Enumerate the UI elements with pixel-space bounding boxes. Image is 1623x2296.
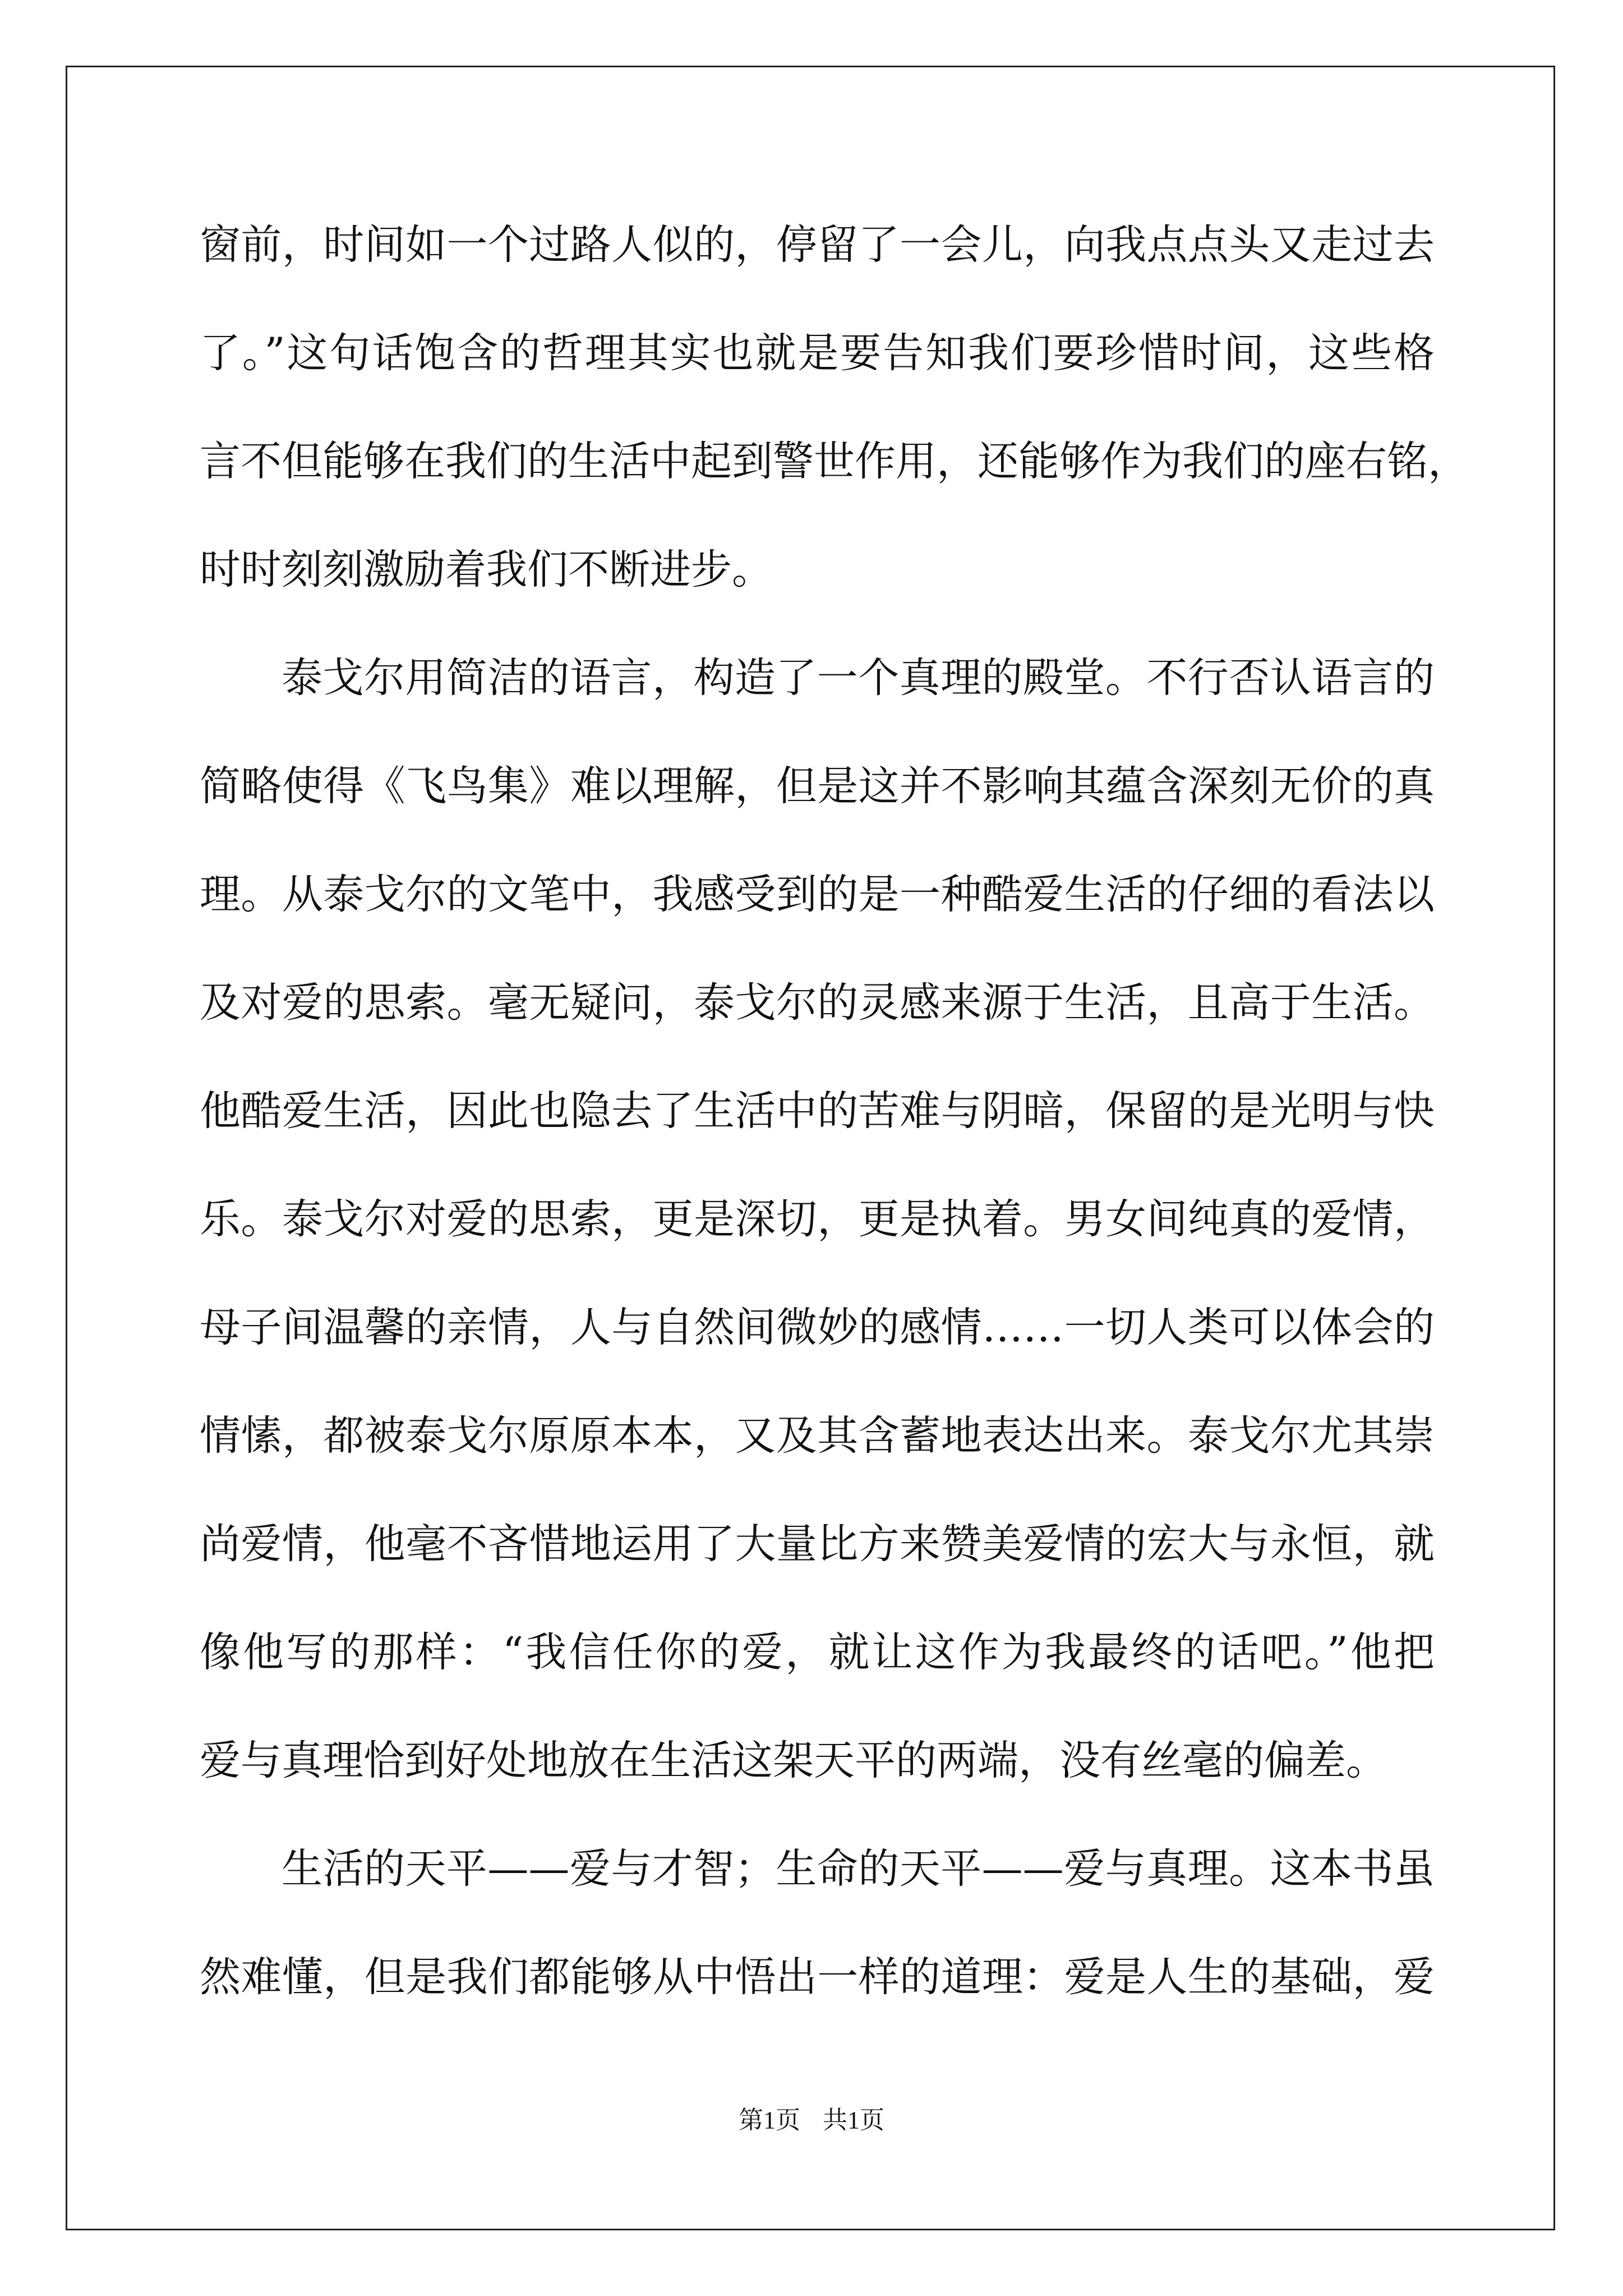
text-line: 然难懂，但是我们都能够从中悟出一样的道理：爱是人生的基础，爱	[200, 1953, 1435, 2001]
text-line: 像他写的那样：“我信任你的爱，就让这作为我最终的话吧。”他把	[200, 1628, 1435, 1676]
text-line: 母子间温馨的亲情，人与自然间微妙的感情……一切人类可以体会的	[200, 1304, 1435, 1351]
text-line: 了。”这句话饱含的哲理其实也就是要告知我们要珍惜时间，这些格	[200, 329, 1435, 377]
paragraph-first-line: 泰戈尔用简洁的语言，构造了一个真理的殿堂。不行否认语言的	[282, 654, 1435, 702]
text-line: 他酷爱生活，因此也隐去了生活中的苦难与阴暗，保留的是光明与快	[200, 1087, 1435, 1135]
page-total: 共1页	[823, 2106, 884, 2134]
text-line: 乐。泰戈尔对爱的思索，更是深切，更是执着。男女间纯真的爱情，	[200, 1195, 1435, 1243]
text-line: 窗前，时间如一个过路人似的，停留了一会儿，向我点点头又走过去	[200, 221, 1435, 269]
paragraph-first-line: 生活的天平——爱与才智；生命的天平——爱与真理。这本书虽	[282, 1845, 1435, 1893]
text-line: 及对爱的思索。毫无疑问，泰戈尔的灵感来源于生活，且高于生活。	[200, 979, 1435, 1027]
text-line: 理。从泰戈尔的文笔中，我感受到的是一种酷爱生活的仔细的看法以	[200, 871, 1435, 918]
text-line: 爱与真理恰到好处地放在生活这架天平的两端，没有丝毫的偏差。	[200, 1737, 1387, 1784]
document-body	[200, 218, 1469, 2059]
text-line: 时时刻刻激励着我们不断进步。	[200, 546, 773, 593]
page-number: 第1页	[739, 2106, 800, 2134]
text-line: 情愫，都被泰戈尔原原本本，又及其含蓄地表达出来。泰戈尔尤其崇	[200, 1412, 1435, 1460]
text-line: 简略使得《飞鸟集》难以理解，但是这并不影响其蕴含深刻无价的真	[200, 762, 1435, 810]
text-line: 尚爱情，他毫不吝惜地运用了大量比方来赞美爱情的宏大与永恒，就	[200, 1520, 1435, 1568]
page-footer	[0, 2104, 1623, 2137]
text-line: 言不但能够在我们的生活中起到警世作用，还能够作为我们的座右铭，	[200, 438, 1469, 485]
